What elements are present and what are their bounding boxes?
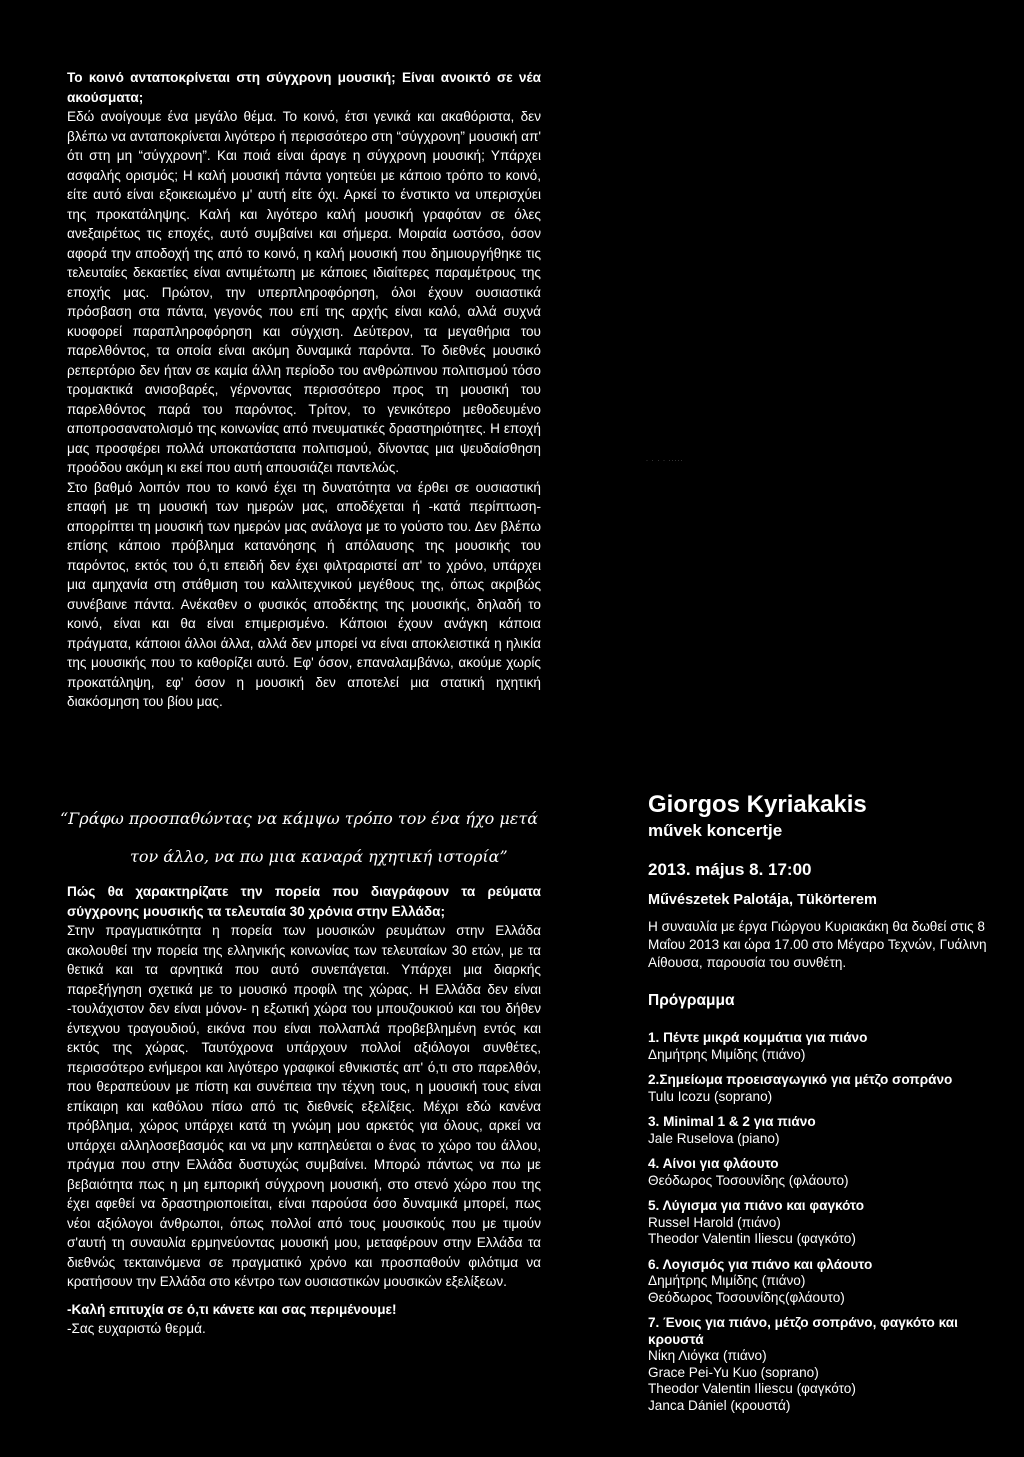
program-item <box>648 1030 1008 1063</box>
event-description: Η συναυλία με έργα Γιώργου Κυριακάκη θα δωθεί στις 8 Μαΐου 2013 και ώρα 17.00 στο Μέγαρο Τεχνών, Γυάλινη Αίθουσα, παρουσία του συνθέτη. <box>648 919 987 970</box>
program-item <box>648 1114 1008 1147</box>
handwritten-quote <box>60 800 580 876</box>
program-item-performer: Theodor Valentin Iliescu (φαγκότο) <box>648 1381 856 1396</box>
program-list <box>648 1030 1008 1414</box>
closing-question: -Καλή επιτυχία σε ό,τι κάνετε και σας περιμένουμε! <box>67 1301 397 1317</box>
program-item-title: 2.Σημείωμα προεισαγωγικό για μέτζο σοπράνο <box>648 1072 953 1087</box>
answer-paragraph-1: Εδώ ανοίγουμε ένα μεγάλο θέμα. Το κοινό, έτσι γενικά και ακαθόριστα, δεν βλέπω να ανταποκρίνεται λιγότερο ή περισσότερο στη “σύγχρονη” μουσική απ' ότι στη μη “σύγχρονη”. Και ποιά είναι άραγε η σύγχρονη μουσική; Υπάρχει ασφαλής ορισμός; Η καλή μουσική πάντα γοητεύει με κάποιο τρόπο το κοινό, είτε αυτό είναι εξοικειωμένο μ' αυτή είτε όχι. Αρκεί το ένστικτο να υπερισχύει της προκατάληψης. Καλή και λιγότερο καλή μουσική γραφόταν σε όλες ανεξαιρέτως τις εποχές, αυτό συμβαίνει και σήμερα. Μοιραία ωστόσο, όσον αφορά την αποδοχή της από το κοινό, η καλή μουσική που δημιουργήθηκε τις τελευταίες δεκαετίες είναι αντιμέτωπη με κάποιες ιδιαίτερες παραμέτρους της εποχής μας. Πρώτον, την υπερπληροφόρηση, όλοι έχουν ουσιαστικά πρόσβαση στα πάντα, γεγονός που επί της αρχής είναι καλό, αλλά συχνά κυοφορεί παραπληροφόρηση και σύγχιση. Δεύτερον, τα μεγαθήρια του παρελθόντος, τα οποία είναι ακόμη δυναμικά παρόντα. Το διεθνές μουσικό ρεπερτόριο δεν ήταν σε καμία άλλη περίοδο του ανθρώπινου πολιτισμού τόσο τρομακτικά ανισοβαρές, γέρνοντας περισσότερο προς τη μουσική του παρελθόντος παρά του παρόντος. Τρίτον, το γενικότερο μεθοδευμένο αποπροσανατολισμό της κοινωνίας από πνευματικές δραστηριότητες. Η εποχή μας προσφέρει πολλά υποκατάστατα πολιτισμού, δίνοντας μια ψευδαίσθηση προόδου ακόμη κι εκεί που αυτή απουσιάζει παντελώς. <box>67 109 541 475</box>
program-item-performer: Νίκη Λιόγκα (πιάνο) <box>648 1348 767 1363</box>
program-item-performer: Grace Pei-Yu Kuo (soprano) <box>648 1364 819 1380</box>
program-item-performer: Russel Harold (πιάνο) <box>648 1214 781 1230</box>
program-item-performer: Tulu Icozu (soprano) <box>648 1088 773 1104</box>
closing-answer: -Σας ευχαριστώ θερμά. <box>67 1321 206 1336</box>
program-item-performer: Θεόδωρος Τοσουνίδης(φλάουτο) <box>648 1289 845 1305</box>
program-item-performer: Θεόδωρος Τοσουνίδης (φλάουτο) <box>648 1172 849 1188</box>
article-bottom-column <box>67 882 541 1339</box>
program-item-performer: Δημήτρης Μιμίδης (πιάνο) <box>648 1046 806 1062</box>
program-item <box>648 1257 1008 1307</box>
answer-paragraph-2: Στο βαθμό λοιπόν που το κοινό έχει τη δυνατότητα να έρθει σε ουσιαστική επαφή με τη μουσική των ημερών μας, αποδέχεται ή -κατά περίπτωση- απορρίπτει τη μουσική των ημερών μας ανάλογα με το γούστο του. Δεν βλέπω επίσης κάποιο πρόβλημα κατανόησης ή απόλαυσης της μουσικής του παρόντος, εκτός του ό,τι επειδή δεν έχει φιλτραριστεί απ' το χρόνο, υπάρχει μια αμηχανία στη στάθμιση του καλλιτεχνικού μεγέθους της, όπως ακριβώς συνέβαινε πάντα. Ανέκαθεν ο φυσικός αποδέκτης της μουσικής, δηλαδή το κοινό, είναι και θα είναι επιμερισμένο. Κάποιοι έχουν ανάγκη κάποια πράγματα, κάποιοι άλλοι άλλα, αλλά δεν μπορεί να είναι αποκλειστικά η ηλικία της μουσικής που το καθορίζει αυτό. Εφ' όσον, επαναλαμβάνω, ακούμε χωρίς προκατάληψη, εφ' όσον η μουσική δεν αποτελεί μια στατική ηχητική διακόσμηση του βίου μας. <box>67 479 541 709</box>
decorative-mark: · · · · ····· <box>646 458 684 464</box>
program-item-performer: Δημήτρης Μιμίδης (πιάνο) <box>648 1273 806 1288</box>
quote-line-2: τον άλλο, να πω μια καναρά ηχητική ιστορία” <box>130 847 508 866</box>
program-item-performer: Jale Ruselova (piano) <box>648 1130 780 1146</box>
program-item-title: 6. Λογισμός για πιάνο και φλάουτο <box>648 1256 873 1272</box>
program-item <box>648 1198 1008 1248</box>
program-item-title: 4. Αίνοι για φλάουτο <box>648 1156 779 1171</box>
article-top-column <box>67 68 541 712</box>
program-item-title: 1. Πέντε μικρά κομμάτια για πιάνο <box>648 1030 868 1045</box>
program-item-title: 3. Minimal 1 & 2 για πιάνο <box>648 1114 816 1129</box>
program-item-title: 7. Ένοις για πιάνο, μέτζο σοπράνο, φαγκότο και κρουστά <box>648 1315 958 1347</box>
program-item <box>648 1072 1008 1105</box>
interview-question-2: Πώς θα χαρακτηρίζατε την πορεία που διαγράφουν τα ρεύματα σύγχρονης μουσικής τα τελευταία 30 χρόνια στην Ελλάδα; <box>67 884 541 919</box>
program-item-performer: Theodor Valentin Iliescu (φαγκότο) <box>648 1231 856 1246</box>
event-subtitle: művek koncertje <box>648 821 783 840</box>
event-info-column <box>648 790 1008 1423</box>
program-heading: Πρόγραμμα <box>648 992 735 1009</box>
program-item <box>648 1156 1008 1189</box>
event-venue: Művészetek Palotája, Tükörterem <box>648 892 877 908</box>
interview-question-1: Το κοινό ανταποκρίνεται στη σύγχρονη μουσική; Είναι ανοικτό σε νέα ακούσματα; <box>67 70 541 105</box>
program-item <box>648 1315 1008 1414</box>
event-title: Giorgos Kyriakakis <box>648 791 867 818</box>
quote-line-1: “Γράφω προσπαθώντας να κάμψω τρόπο τον ένα ήχο μετά <box>60 809 538 828</box>
program-item-performer: Janca Dániel (κρουστά) <box>648 1397 791 1413</box>
event-date: 2013. május 8. 17:00 <box>648 860 812 879</box>
program-item-title: 5. Λύγισμα για πιάνο και φαγκότο <box>648 1198 865 1213</box>
answer-paragraph-3: Στην πραγματικότητα η πορεία των μουσικών ρευμάτων στην Ελλάδα ακολουθεί την πορεία της ελληνικής κοινωνίας των τελευταίων 30 ετών, με τα θετικά και τα αρνητικά που αυτό συνεπάγεται. Υπάρχει μια διαρκής παρεξήγηση σχετικά με το μουσικό προφίλ της χώρας. Η Ελλάδα δεν είναι -τουλάχιστον δεν είναι μόνον- η εξωτική χώρα του μπουζουκιού και του δήθεν έντεχνου τραγουδιού, εικόνα που είναι πολλαπλά προβεβλημένη εντός και εκτός της χώρας. Ταυτόχρονα υπάρχουν πολλοί αξιόλογοι συνθέτες, περισσότερο ενήμεροι και λιγότερο γραφικοί εθνικιστές απ' ό,τι στο παρελθόν, που θεραπεύουν με πίστη και συνέπεια την τέχνη τους, η μουσική τους είναι επίκαιρη και καθόλου πίσω από τις διεθνείς εξελίξεις. Μέχρι εδώ κανένα πρόβλημα, χώρος υπάρχει κατά τη γνώμη μου αρκετός για όλους, αρκεί να υπάρχει αλληλοσεβασμός και να μην καπηλεύεται ο ένας το χώρο του άλλου, πράγμα που στην Ελλάδα δυστυχώς συμβαίνει. Μπορώ πάντως να πω με βεβαιότητα πως η μη εμπορική σύγχρονη μουσική, στο στενό χώρο που της έχει αφεθεί να δραστηριοποιείται, είναι παρούσα όσο δυναμικά μπορεί, πως νέοι αξιόλογοι άνθρωποι, όπως πολλοί από τους μουσικούς που με τιμούν σ'αυτή τη συναυλία ερμηνεύοντας μουσική μου, μεταφέρουν στην Ελλάδα τα διεθνώς τεκταινόμενα σε πραγματικό χρόνο και προσπαθούν φιλότιμα να κρατήσουν την Ελλάδα στο κέντρο των ουσιαστικών μουσικών εξελίξεων. <box>67 923 541 1289</box>
